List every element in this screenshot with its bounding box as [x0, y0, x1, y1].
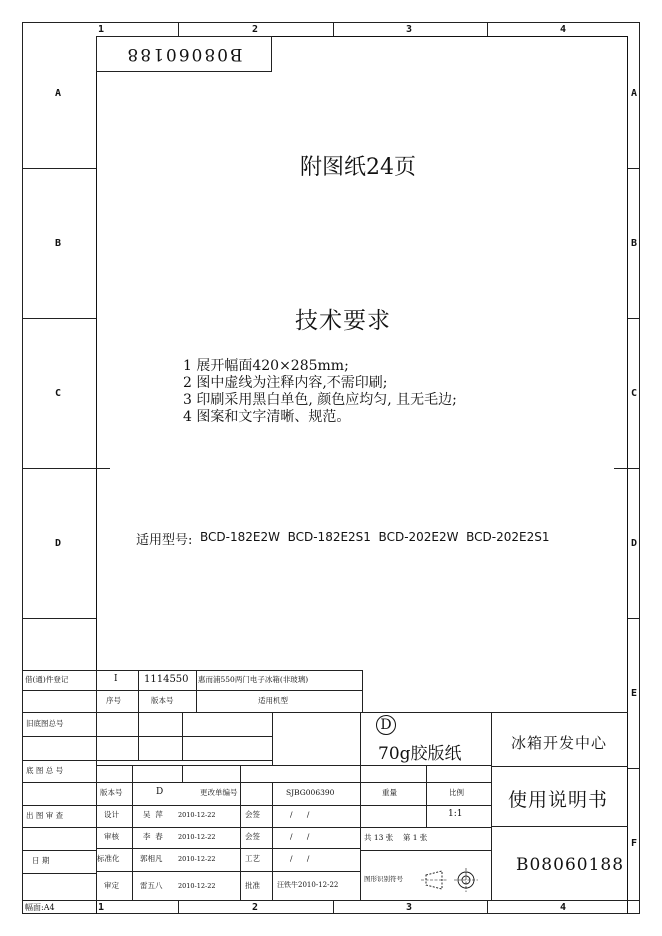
- role-name: 李 春: [143, 832, 163, 841]
- row-label-b: B: [55, 238, 62, 249]
- tb-vline: [132, 765, 133, 900]
- sheet-size: 幅面:A4: [25, 903, 55, 912]
- tb-line: [96, 848, 360, 849]
- weight-label: 重量: [382, 788, 397, 797]
- role-label: 标准化: [97, 854, 120, 863]
- doc-title: 使用说明书: [508, 789, 609, 811]
- tb-line: [491, 766, 628, 767]
- role-name: 郭相凡: [140, 854, 163, 863]
- base-label: 底 图 总 号: [26, 766, 64, 775]
- sheets-count: 共 13 张 第 1 张: [364, 833, 428, 842]
- change-label: 更改单编号: [200, 788, 238, 797]
- row-divider: [22, 468, 96, 469]
- mirrored-code: B08060188: [125, 44, 243, 64]
- tb-line: [22, 760, 272, 761]
- tb-vline: [182, 765, 183, 782]
- tb-vline: [362, 670, 363, 712]
- paper-type: 70g胶版纸: [378, 744, 462, 764]
- sign-value: / /: [290, 854, 310, 863]
- sign-value: 汪铁牛2010-12-22: [277, 881, 339, 889]
- register-seq: I: [114, 674, 118, 684]
- tech-title: 技术要求: [295, 308, 391, 334]
- tb-line: [22, 670, 362, 671]
- symbol-label: 图形识别符号: [364, 875, 403, 883]
- sign-label: 工艺: [245, 854, 260, 863]
- role-label: 审定: [104, 881, 119, 890]
- check-label: 出 图 审 查: [26, 811, 64, 820]
- sign-value: / /: [290, 832, 310, 841]
- row-tick: [96, 468, 110, 469]
- row-divider: [628, 468, 640, 469]
- scale-value: 1:1: [448, 809, 463, 819]
- col-label-3-bottom: 3: [406, 902, 413, 913]
- sign-label: 批准: [245, 881, 260, 890]
- tech-item: 2 图中虚线为注释内容,不需印刷;: [183, 375, 388, 391]
- tb-line: [22, 690, 362, 691]
- tb-line: [96, 765, 491, 766]
- role-date: 2010-12-22: [178, 811, 216, 819]
- role-label: 设计: [104, 810, 119, 819]
- row-label-b-right: B: [631, 238, 638, 249]
- tech-item: 3 印刷采用黑白单色, 颜色应均匀, 且无毛边;: [183, 392, 457, 408]
- row-label-e-right: E: [631, 688, 638, 699]
- sign-label: 会签: [245, 832, 260, 841]
- tech-item: 4 图案和文字清晰、规范。: [183, 409, 351, 425]
- scale-label: 比例: [449, 788, 464, 797]
- tb-line: [22, 782, 96, 783]
- tb-vline: [138, 670, 139, 712]
- row-divider: [628, 168, 640, 169]
- tb-vline: [491, 712, 492, 900]
- old-base-label: 旧底图总号: [26, 719, 64, 728]
- role-label: 审核: [104, 832, 119, 841]
- version-value: D: [156, 787, 164, 797]
- tb-line: [491, 826, 628, 827]
- tb-vline: [240, 765, 241, 900]
- register-seq-header: 序号: [106, 696, 121, 705]
- tb-line: [22, 805, 491, 806]
- col-label-3: 3: [406, 24, 413, 35]
- tb-vline: [272, 782, 273, 900]
- row-label-c-right: C: [631, 388, 638, 399]
- col-tick: [333, 22, 334, 36]
- row-divider: [22, 618, 96, 619]
- tech-item: 1 展开幅面420×285mm;: [183, 358, 349, 374]
- tb-line: [22, 712, 628, 713]
- col-tick: [487, 22, 488, 36]
- role-date: 2010-12-22: [178, 833, 216, 841]
- attachment-note: 附图纸24页: [300, 155, 416, 180]
- date-label: 日 期: [32, 856, 50, 865]
- circle-letter-badge: [376, 715, 396, 735]
- role-date: 2010-12-22: [178, 855, 216, 863]
- row-label-a: A: [55, 88, 62, 99]
- tb-line: [360, 850, 491, 851]
- col-tick: [178, 22, 179, 36]
- tb-line: [22, 827, 491, 828]
- role-name: 雷五八: [140, 881, 163, 890]
- col-label-4: 4: [560, 24, 567, 35]
- row-label-d-right: D: [631, 538, 638, 549]
- tb-vline: [360, 712, 361, 900]
- tech-list: [183, 358, 457, 426]
- tb-vline: [272, 712, 273, 765]
- bottom-zone-line: [22, 900, 640, 901]
- row-label-d: D: [55, 538, 62, 549]
- row-divider: [628, 318, 640, 319]
- role-name: 吴 萍: [143, 810, 163, 819]
- models-label: 适用型号:: [136, 533, 193, 548]
- tb-vline: [182, 712, 183, 760]
- circle-letter: D: [380, 717, 392, 733]
- col-label-2: 2: [252, 24, 259, 35]
- register-model: 惠而浦550两门电子冰箱(非玻璃): [198, 675, 309, 684]
- sign-label: 会签: [245, 810, 260, 819]
- tb-vline: [426, 765, 427, 827]
- register-label: 借(通)件登记: [25, 675, 69, 684]
- version-label: 版本号: [100, 788, 123, 797]
- tb-line: [96, 871, 360, 872]
- register-model-header: 适用机型: [258, 696, 288, 705]
- row-divider: [22, 168, 96, 169]
- row-label-a-right: A: [631, 88, 638, 99]
- models-list: BCD-182E2W BCD-182E2S1 BCD-202E2W BCD-202E2S1: [200, 530, 550, 544]
- col-label-4-bottom: 4: [560, 902, 567, 913]
- col-tick: [333, 900, 334, 914]
- sign-value: / /: [290, 810, 310, 819]
- register-version-header: 版本号: [151, 696, 174, 705]
- tb-line: [22, 850, 96, 851]
- tb-vline: [196, 670, 197, 712]
- row-tick: [614, 468, 628, 469]
- role-date: 2010-12-22: [178, 882, 216, 890]
- row-divider: [628, 618, 640, 619]
- tb-line: [22, 736, 272, 737]
- row-label-c: C: [55, 388, 62, 399]
- col-label-1-bottom: 1: [98, 902, 105, 913]
- tb-vline: [138, 712, 139, 760]
- tb-line: [96, 782, 491, 783]
- row-divider: [22, 318, 96, 319]
- tb-vline: [96, 670, 97, 900]
- row-divider: [628, 768, 640, 769]
- doc-code: B08060188: [516, 855, 625, 875]
- change-value: SJBG006390: [286, 788, 335, 797]
- register-version: 1114550: [144, 674, 189, 685]
- projection-symbol-icon: [420, 866, 488, 894]
- col-label-1: 1: [98, 24, 105, 35]
- col-label-2-bottom: 2: [252, 902, 259, 913]
- col-tick: [487, 900, 488, 914]
- row-label-f-right: F: [631, 838, 638, 849]
- dept-name: 冰箱开发中心: [511, 734, 608, 752]
- col-tick: [178, 900, 179, 914]
- tb-line: [22, 873, 96, 874]
